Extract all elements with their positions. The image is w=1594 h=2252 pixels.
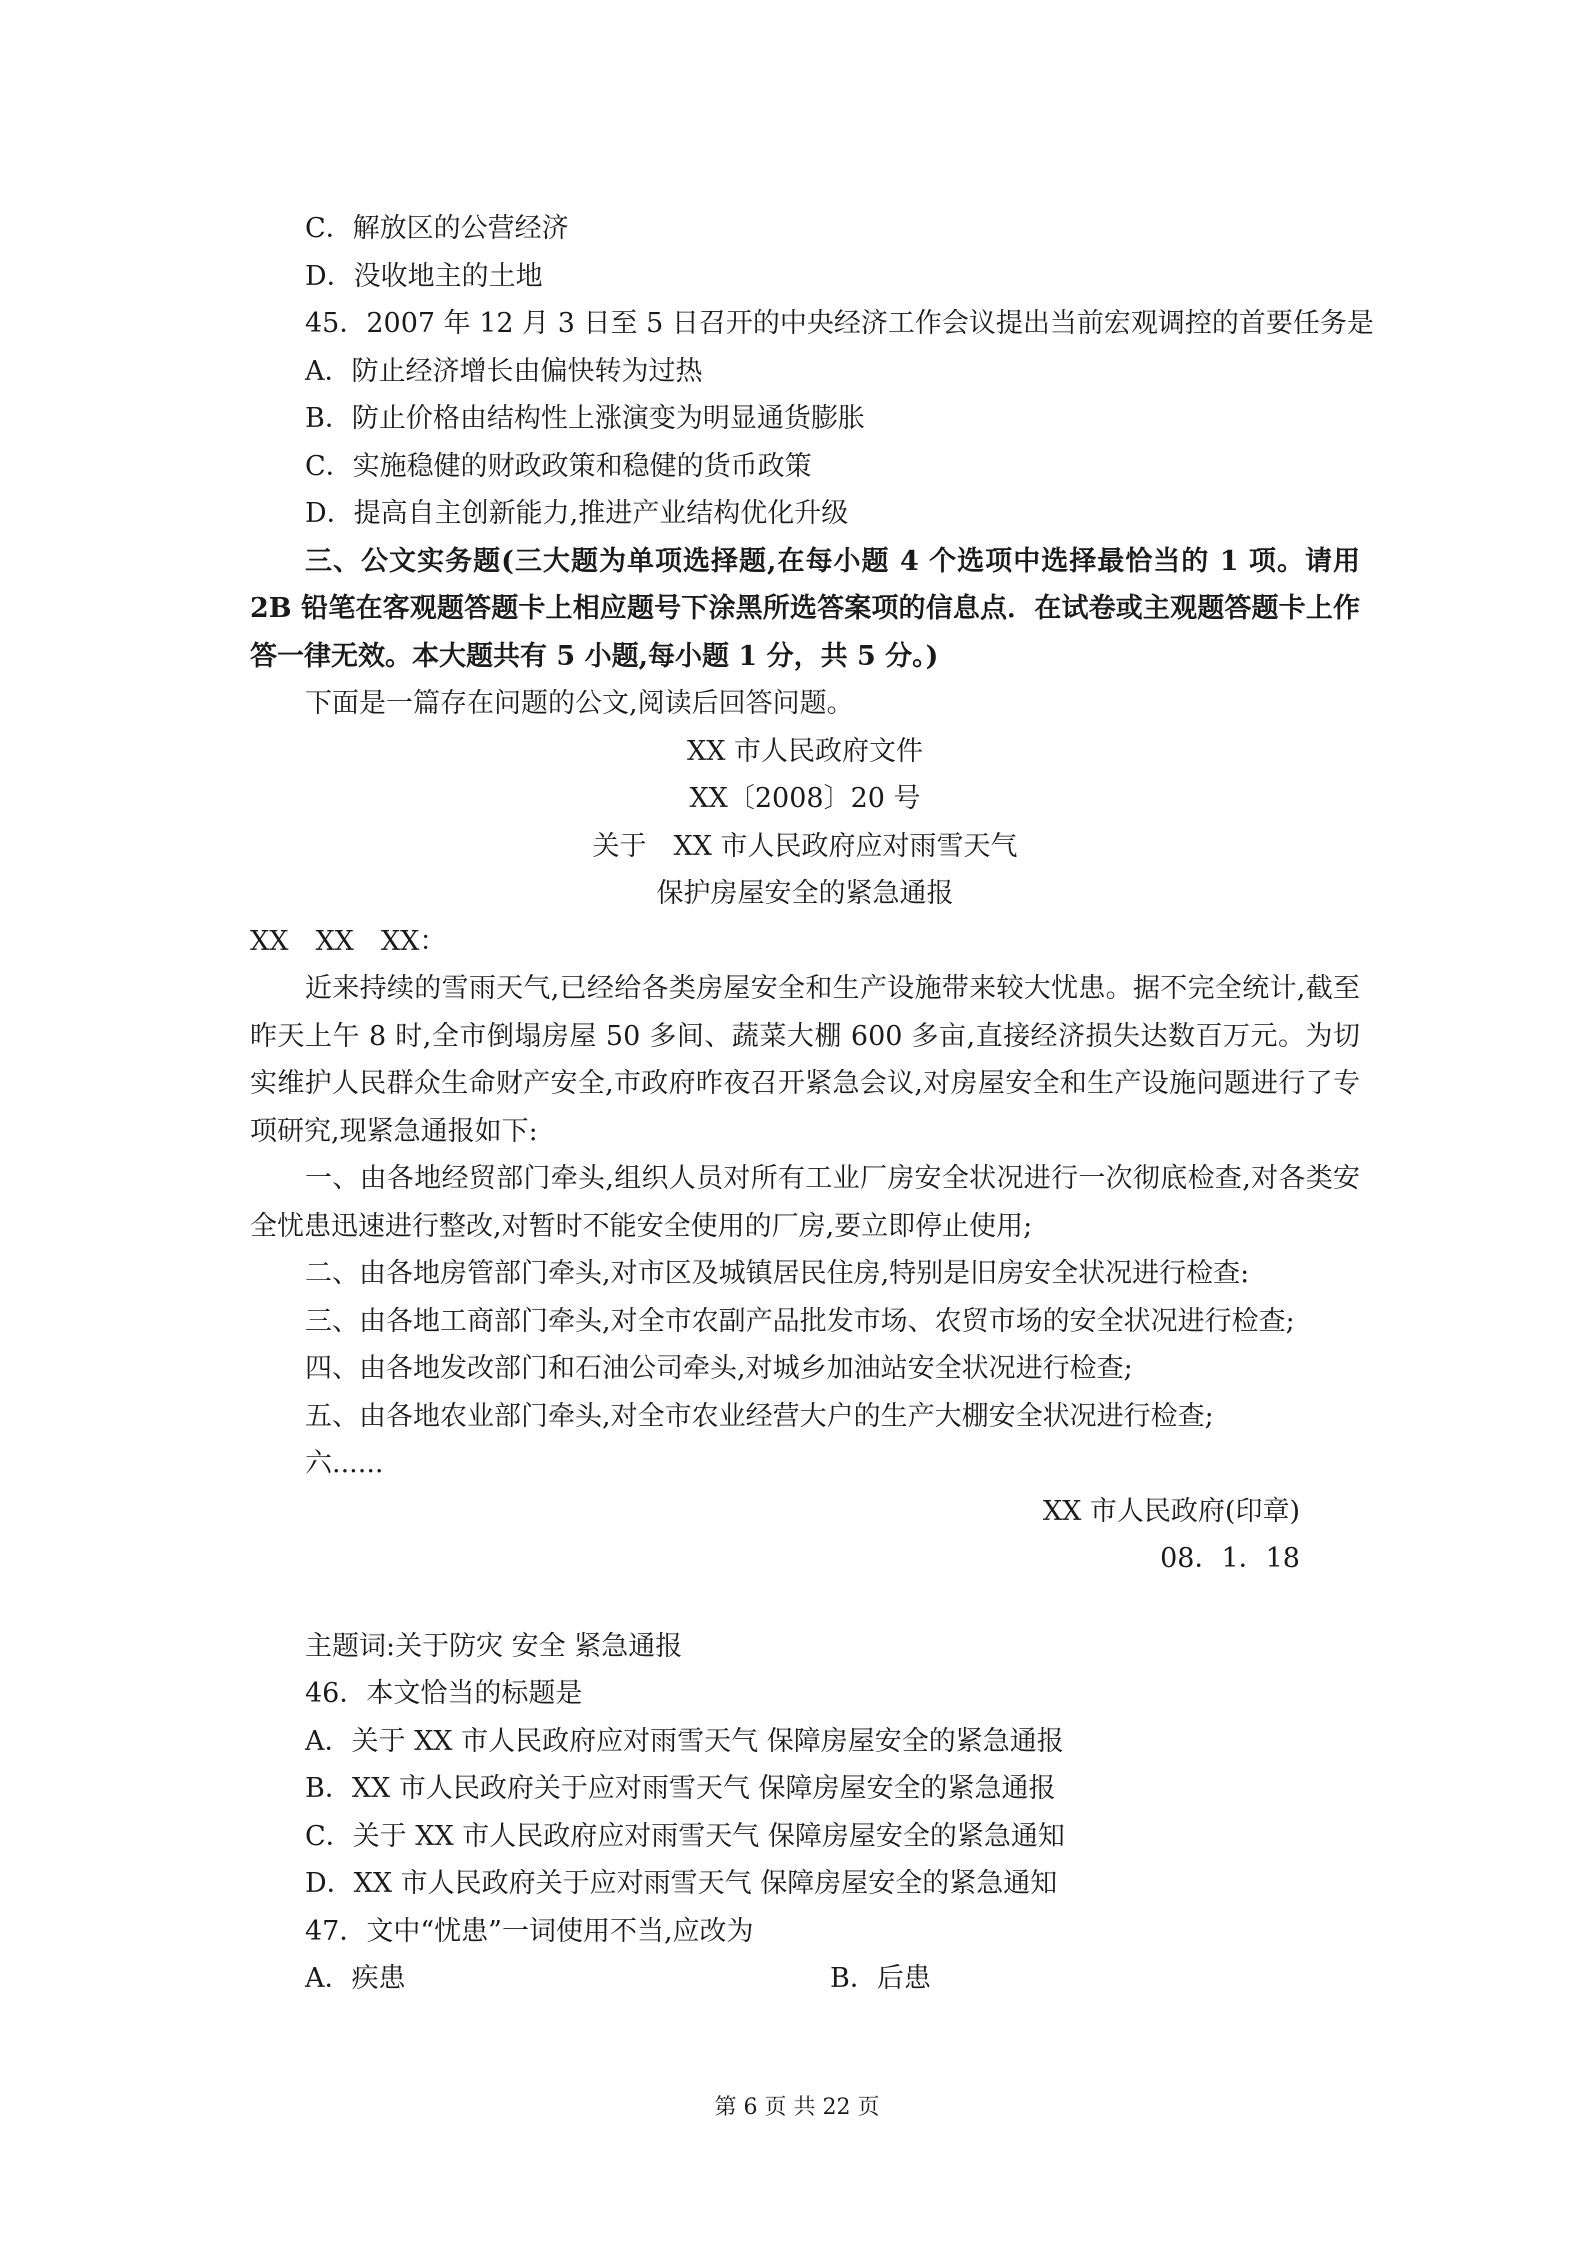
doc-item-3: 三、由各地工商部门牵头,对全市农副产品批发市场、农贸市场的安全状况进行检查; xyxy=(305,1305,1295,1337)
section3-intro: 下面是一篇存在问题的公文,阅读后回答问题。 xyxy=(305,688,854,719)
q45-option-a: A．防止经济增长由偏快转为过热 xyxy=(305,355,703,387)
doc-salutation: XX XX XX： xyxy=(250,925,447,957)
doc-item-6: 六...... xyxy=(305,1448,384,1479)
section3-heading: 三、公文实务题(三大题为单项选择题,在每小题 4 个选项中选择最恰当的 1 项。请用 2B 铅笔在客观题答题卡上相应题号下涂黑所选答案项的信息点．在试卷或主观题答题卡上作答一律无效。本大题共有 5 小题,每小题 1 分，共 5 分。) xyxy=(250,545,1360,672)
exam-page xyxy=(250,205,1374,2003)
doc-signature: XX 市人民政府(印章) xyxy=(1042,1495,1300,1527)
q46-option-a: A．关于 XX 市人民政府应对雨雪天气 保障房屋安全的紧急通报 xyxy=(305,1725,1064,1757)
q46-option-b: B．XX 市人民政府关于应对雨雪天气 保障房屋安全的紧急通报 xyxy=(305,1773,1056,1804)
spacer xyxy=(250,1583,1360,1623)
doc-item-4: 四、由各地发改部门和石油公司牵头,对城乡加油站安全状况进行检查; xyxy=(305,1353,1133,1384)
doc-body: 近来持续的雪雨天气,已经给各类房屋安全和生产设施带来较大忧患。据不完全统计,截至昨天上午 8 时,全市倒塌房屋 50 多间、蔬菜大棚 600 多亩,直接经济损失达数百万元。为切实维护人民群众生命财产安全,市政府昨夜召开紧急会议,对房屋安全和生产设施问题进行了专项研究,现紧急通报如下: xyxy=(250,973,1360,1147)
q44-option-d: D．没收地主的土地 xyxy=(305,260,543,292)
q44-option-c: C．解放区的公营经济 xyxy=(305,213,569,244)
q47-options-row xyxy=(250,1955,1360,2003)
doc-title-line1: 关于 XX 市人民政府应对雨雪天气 xyxy=(592,830,1018,862)
page-footer: 第 6 页 共 22 页 xyxy=(714,2095,880,2120)
doc-item-1: 一、由各地经贸部门牵头,组织人员对所有工业厂房安全状况进行一次彻底检查,对各类安全忧患迅速进行整改,对暂时不能安全使用的厂房,要立即停止使用; xyxy=(250,1163,1360,1242)
doc-item-5: 五、由各地农业部门牵头,对全市农业经营大户的生产大棚安全状况进行检查; xyxy=(305,1400,1214,1432)
doc-header: XX 市人民政府文件 xyxy=(686,735,924,767)
q46-stem: 46．本文恰当的标题是 xyxy=(305,1678,583,1709)
q47-option-b: B．后患 xyxy=(830,1963,931,1994)
q46-option-d: D．XX 市人民政府关于应对雨雪天气 保障房屋安全的紧急通知 xyxy=(305,1868,1058,1899)
doc-item-2: 二、由各地房管部门牵头,对市区及城镇居民住房,特别是旧房安全状况进行检查: xyxy=(305,1258,1250,1289)
q45-stem: 45．2007 年 12 月 3 日至 5 日召开的中央经济工作会议提出当前宏观调控的首要任务是 xyxy=(305,308,1374,339)
q46-option-c: C．关于 XX 市人民政府应对雨雪天气 保障房屋安全的紧急通知 xyxy=(305,1820,1065,1852)
doc-title-line2: 保护房屋安全的紧急通报 xyxy=(656,878,954,909)
q47-option-a: A．疾患 xyxy=(305,1963,406,1994)
doc-date: 08．1．18 xyxy=(1160,1543,1300,1574)
q45-option-d: D．提高自主创新能力,推进产业结构优化升级 xyxy=(305,498,849,529)
q45-option-b: B．防止价格由结构性上涨演变为明显通货膨胀 xyxy=(305,403,865,434)
doc-number: XX〔2008〕20 号 xyxy=(689,783,921,814)
q45-option-c: C．实施稳健的财政政策和稳健的货币政策 xyxy=(305,450,812,482)
q47-stem: 47．文中“忧患”一词使用不当,应改为 xyxy=(305,1915,754,1947)
doc-keywords: 主题词:关于防灾 安全 紧急通报 xyxy=(305,1630,683,1662)
